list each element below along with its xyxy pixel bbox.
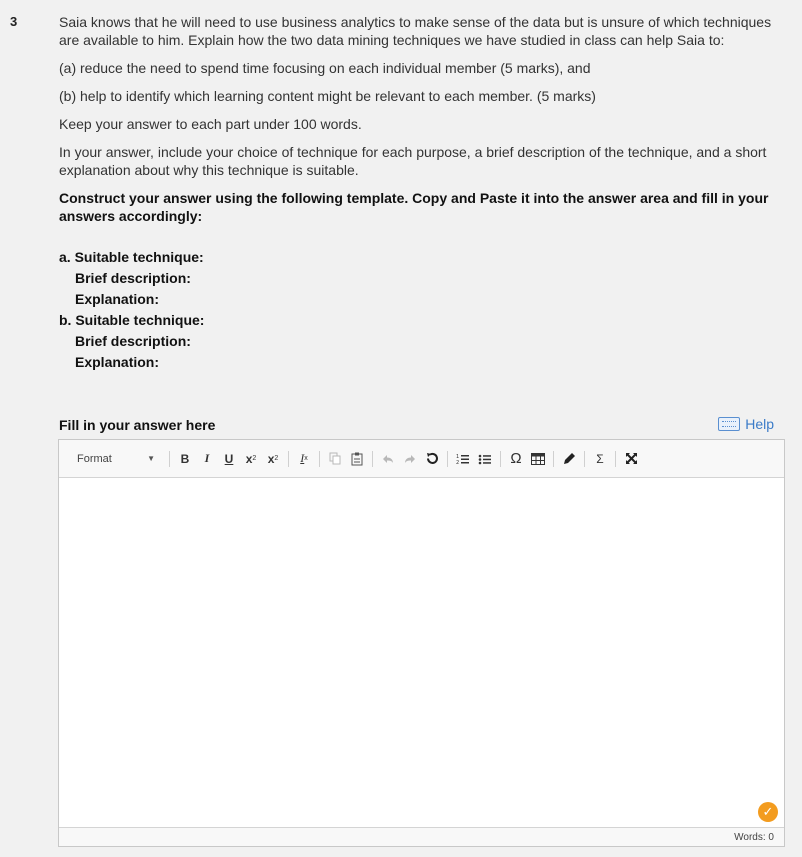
redo-icon [404, 454, 416, 464]
table-icon [531, 453, 545, 465]
question-body [59, 13, 779, 373]
chevron-down-icon: ▼ [147, 454, 155, 463]
svg-text:1: 1 [456, 453, 460, 460]
toolbar-separator [288, 451, 289, 467]
numbered-list-icon [456, 453, 470, 465]
editor-statusbar [59, 827, 784, 846]
table-button[interactable] [527, 448, 549, 470]
toolbar-separator [500, 451, 501, 467]
question-number: 3 [10, 14, 18, 29]
answer-template [59, 247, 779, 373]
undo-icon [382, 454, 394, 464]
toolbar-separator [169, 451, 170, 467]
italic-button[interactable]: I [204, 451, 210, 465]
template-a-technique: a. Suitable technique: [59, 249, 204, 265]
subscript-button[interactable]: x 2 [245, 451, 257, 466]
history-icon [426, 452, 439, 465]
template-b-description: Brief description: [75, 333, 191, 349]
special-character-button[interactable]: Ω [510, 450, 522, 467]
question-part-a: (a) reduce the need to spend time focusing on each individual member (5 marks), and [59, 60, 591, 76]
question-intro: Saia knows that he will need to use business analytics to make sense of the data but is unsure of which techniques are available to him. Explain how the two data mining techniques we have studied in class can help Saia to: [59, 14, 772, 48]
undo-button[interactable] [377, 448, 399, 470]
svg-text:2: 2 [456, 459, 460, 465]
toolbar-separator [319, 451, 320, 467]
copy-button[interactable] [324, 448, 346, 470]
pencil-icon [563, 452, 576, 465]
clear-formatting-button[interactable]: I x [300, 451, 308, 465]
format-dropdown[interactable] [69, 448, 159, 470]
help-label: Help [745, 416, 774, 432]
template-b-technique: b. Suitable technique: [59, 312, 205, 328]
bulleted-list-icon [478, 453, 492, 465]
clipboard-icon [351, 452, 363, 466]
question-part-b: (b) help to identify which learning content might be relevant to each member. (5 marks) [59, 88, 596, 104]
history-button[interactable] [421, 448, 443, 470]
subscript-icon: x [245, 451, 253, 466]
format-label: Format [77, 452, 112, 465]
numbered-list-button[interactable] [452, 448, 474, 470]
pencil-button[interactable] [558, 448, 580, 470]
underline-button[interactable]: U [224, 451, 234, 466]
toolbar-separator [447, 451, 448, 467]
template-a-explanation: Explanation: [75, 291, 160, 307]
help-link[interactable] [718, 416, 774, 432]
maximize-icon [625, 452, 638, 465]
bold-button[interactable]: B [180, 451, 190, 466]
editor-toolbar [59, 440, 784, 478]
redo-button[interactable] [399, 448, 421, 470]
word-limit: Keep your answer to each part under 100 words. [59, 116, 362, 132]
copy-icon [329, 452, 341, 465]
maximize-button[interactable] [620, 448, 642, 470]
superscript-button[interactable]: x 2 [267, 451, 279, 466]
clear-formatting-icon: I [300, 451, 305, 465]
answer-text-area[interactable] [59, 478, 784, 826]
paste-button[interactable] [346, 448, 368, 470]
template-b-explanation: Explanation: [75, 354, 160, 370]
template-a-description: Brief description: [75, 270, 191, 286]
checkmark-icon: ✓ [758, 802, 778, 822]
toolbar-separator [553, 451, 554, 467]
toolbar-separator [584, 451, 585, 467]
answer-editor [58, 439, 785, 847]
superscript-icon: x [267, 451, 275, 466]
template-instruction: Construct your answer using the following template. Copy and Paste it into the answer area and fill in your answers accordingly: [59, 190, 769, 224]
equation-button[interactable]: Σ [596, 451, 604, 466]
answer-instructions: In your answer, include your choice of technique for each purpose, a brief description of the technique, and a short explanation about why this technique is suitable. [59, 144, 767, 178]
answer-label: Fill in your answer here [59, 417, 216, 433]
word-count: Words: 0 [734, 832, 774, 843]
bulleted-list-button[interactable] [474, 448, 496, 470]
toolbar-separator [372, 451, 373, 467]
keyboard-icon [718, 417, 740, 431]
toolbar-separator [615, 451, 616, 467]
